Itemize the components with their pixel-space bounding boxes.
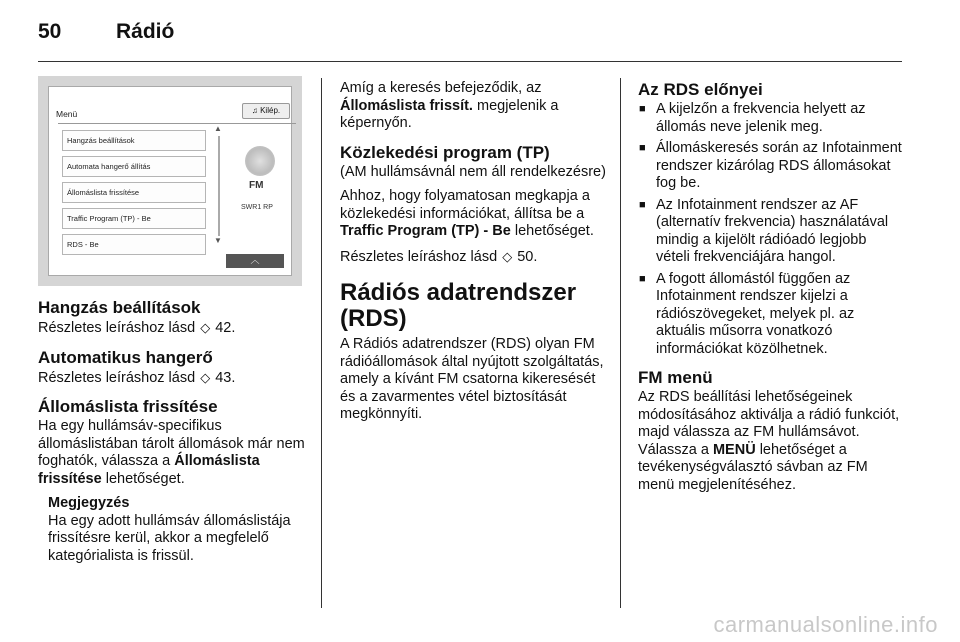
list-item: ■ A fogott állomástól függően az Infotainment rendszer kijelzi a rádiószövegeket, melyek pl. az aktuális műsorra vonatkozó információkat közölhetnek. — [638, 271, 902, 359]
column-divider-1 — [321, 78, 322, 608]
heading-hangero: Automatikus hangerő — [38, 347, 213, 367]
paragraph-hangero: Részletes leíráshoz lásd ◇ 43. — [38, 369, 236, 386]
heading-rds: Rádiós adatrendszer (RDS) — [340, 279, 577, 332]
list-item: ■ Az Infotainment rendszer az AF (alternatív frekvencia) használatával mindig a kijelölt rádióadó legjobb vételi frekvenciájára hangol. — [638, 197, 902, 267]
band-disc-icon — [245, 146, 275, 176]
chevron-up-icon: ︿ — [250, 255, 260, 265]
reference-arrow-icon: ◇ — [502, 248, 513, 264]
reference-arrow-icon: ◇ — [200, 369, 211, 385]
menu-item[interactable]: RDS - Be — [62, 234, 206, 255]
menu-item[interactable]: Állomáslista frissítése — [62, 182, 206, 203]
heading-rds-elonyei: Az RDS előnyei — [638, 80, 763, 99]
column-3 — [638, 80, 902, 501]
station-label: SWR1 RP — [241, 204, 273, 211]
radio-menu-screenshot — [38, 76, 302, 286]
scroll-down-icon[interactable]: ▼ — [214, 236, 222, 245]
exit-button[interactable]: ♫ Kilép. — [242, 103, 290, 119]
note-block — [38, 495, 310, 565]
footer-watermark: carmanualsonline.info — [713, 612, 938, 637]
page-title: Rádió — [116, 20, 175, 43]
list-item: ■ A kijelzőn a frekvencia helyett az állomás neve jelenik meg. — [638, 101, 902, 136]
heading-tp: Közlekedési program (TP) — [340, 142, 550, 162]
screen-divider — [58, 123, 296, 124]
paragraph-amig: Amíg a keresés befejeződik, az Állomáslista frissít. megjelenik a képernyőn. — [340, 80, 559, 131]
paragraph-tp-sub: (AM hullámsávnál nem áll rendelkezésre) — [340, 163, 606, 180]
collapse-button[interactable] — [226, 254, 284, 268]
paragraph-hangzas: Részletes leíráshoz lásd ◇ 42. — [38, 320, 236, 336]
heading-fm-menu: FM menü — [638, 368, 713, 387]
header-rule — [38, 61, 902, 62]
heading-hangzas: Hangzás beállítások — [38, 298, 201, 317]
paragraph-fm-menu: Az RDS beállítási lehetőségeinek módosításához aktiválja a rádió funkciót, majd válassza az FM hullámsávot. Válassza a MENÜ lehetőséget a tevékenységválasztó sávban az FM menü megjelenítéséhez. — [638, 389, 900, 493]
scroll-up-icon[interactable]: ▲ — [214, 124, 222, 133]
menu-item[interactable]: Hangzás beállítások — [62, 130, 206, 151]
paragraph-allomaslista: Ha egy hullámsáv-specifikus állomáslistában tárolt állomások már nem foghatók, válassza a Állomáslista frissítése lehetőséget. — [38, 418, 305, 487]
menu-item[interactable]: Automata hangerő állítás — [62, 156, 206, 177]
band-label: FM — [249, 180, 264, 191]
paragraph-tp: Ahhoz, hogy folyamatosan megkapja a közlekedési információkat, állítsa be a Traffic Program (TP) - Be lehetőséget. — [340, 188, 594, 239]
paragraph-rds: A Rádiós adatrendszer (RDS) olyan FM rádióállomások által nyújtott szolgáltatás, amely a kívánt FM csatorna kikeresését és a zavarmentes vétel biztosítását megkönnyíti. — [340, 336, 604, 422]
column-divider-2 — [620, 78, 621, 608]
list-item: ■ Állomáskeresés során az Infotainment rendszer kizárólag RDS állomásokat fog be. — [638, 140, 902, 193]
rds-benefits-list — [638, 101, 902, 358]
note-heading: Megjegyzés — [48, 495, 130, 511]
page-number: 50 — [38, 20, 62, 43]
menu-label: Menü — [56, 109, 78, 119]
reference-arrow-icon: ◇ — [200, 320, 211, 335]
note-text: Ha egy adott hullámsáv állomáslistája frissítésre kerül, akkor a megfelelő kategórialista is frissül. — [48, 512, 291, 564]
paragraph-tp-ref: Részletes leíráshoz lásd ◇ 50. — [340, 248, 538, 265]
heading-allomaslista: Állomáslista frissítése — [38, 397, 218, 416]
column-1 — [38, 76, 310, 572]
scrollbar[interactable] — [218, 136, 220, 236]
menu-item[interactable]: Traffic Program (TP) - Be — [62, 208, 206, 229]
column-2 — [340, 80, 610, 431]
